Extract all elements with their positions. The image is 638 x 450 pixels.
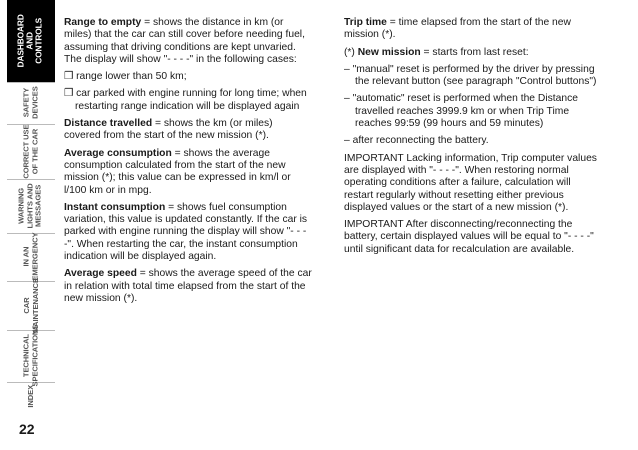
sidebar-tab-technical-specifications[interactable] bbox=[7, 325, 55, 387]
range-to-empty-term: Range to empty bbox=[64, 17, 142, 28]
instant-consumption-term: Instant consumption bbox=[64, 201, 166, 213]
reset-item: – "manual" reset is performed by the driver by pressing the relevant button (see paragraph "Control buttons") bbox=[344, 63, 597, 88]
sidebar-tab-label: DASHBOARD AND CONTROLS bbox=[16, 14, 45, 68]
sidebar-tab-dashboard-and-controls[interactable] bbox=[7, 0, 55, 83]
trip-time-paragraph bbox=[344, 17, 600, 42]
reset-item: – after reconnecting the battery. bbox=[344, 135, 489, 147]
section-sidebar bbox=[7, 0, 55, 410]
sidebar-tab-label: IN AN EMERGENCY bbox=[21, 232, 40, 282]
average-speed-text: = shows the average speed of the car in relation with total time elapsed from the start of the new mission (*). bbox=[64, 268, 312, 304]
new-mission-prefix: (*) bbox=[344, 46, 358, 58]
distance-travelled-paragraph bbox=[64, 118, 312, 143]
sidebar-tab-in-an-emergency[interactable] bbox=[7, 233, 55, 282]
average-consumption-paragraph bbox=[64, 148, 312, 197]
average-speed-term: Average speed bbox=[64, 268, 137, 280]
range-case-item: ❒ car parked with engine running for long time; when restarting range indication will be displayed again bbox=[64, 88, 307, 112]
sidebar-tab-label: TECHNICAL SPECIFICATIONS bbox=[21, 325, 39, 387]
sidebar-tab-label: WARNING LIGHTS AND MESSAGES bbox=[17, 183, 44, 229]
sidebar-tab-label: SAFETY DEVICES bbox=[21, 86, 39, 120]
sidebar-tab-index[interactable] bbox=[7, 382, 55, 410]
left-column bbox=[64, 17, 312, 310]
range-to-empty-paragraph bbox=[64, 17, 312, 66]
trip-time-term: Trip time bbox=[344, 17, 387, 28]
new-mission-paragraph bbox=[344, 47, 600, 59]
distance-travelled-text: = shows the km (or miles) covered from the start of the new mission (*). bbox=[64, 118, 273, 142]
range-case-item: ❒ range lower than 50 km; bbox=[64, 71, 187, 83]
range-to-empty-text: = shows the distance in km (or miles) that the car can still cover before needing fuel, assuming that driving conditions are kept unvaried. The display will show "- - - -" in the following cases: bbox=[64, 17, 305, 65]
new-mission-text: = starts from last reset: bbox=[420, 46, 529, 58]
reset-item: – "automatic" reset is performed when the Distance travelled reaches 3999.9 km or when Trip Time reaches 99:59 (99 hours and 59 minutes) bbox=[344, 93, 578, 130]
sidebar-tab-safety-devices[interactable] bbox=[7, 82, 55, 125]
new-mission-term: New mission bbox=[357, 46, 421, 58]
average-consumption-text: = shows the average consumption calculated from the start of the new mission (*); this value can be expressed in km/l or l/100 km or in mpg. bbox=[64, 147, 291, 196]
instant-consumption-paragraph bbox=[64, 202, 312, 263]
page-number: 22 bbox=[19, 421, 35, 437]
important-note: IMPORTANT Lacking information, Trip computer values are displayed with "- - - -". When restoring normal operating conditions after a failure, calculation will restart regularly without resetting either previous displayed values or the start of a new mission (*). bbox=[344, 152, 597, 213]
average-consumption-term: Average consumption bbox=[64, 147, 172, 159]
average-speed-paragraph bbox=[64, 268, 312, 305]
sidebar-tab-label: INDEX bbox=[25, 384, 35, 408]
sidebar-tab-label: CAR MAINTENANCE bbox=[21, 277, 40, 334]
right-column bbox=[344, 17, 600, 261]
instant-consumption-text: = shows fuel consumption variation, this value is updated constantly. If the car is parked with engine running the display will show "- - - -". When restarting the car, the instant consumption indication will be displayed again. bbox=[64, 201, 308, 263]
trip-time-text: = time elapsed from the start of the new mission (*). bbox=[344, 17, 571, 41]
important-note: IMPORTANT After disconnecting/reconnecting the battery, certain displayed values will be equal to "- - - -" until significant data for recalculation are available. bbox=[344, 219, 594, 255]
sidebar-tab-label: CORRECT USE OF THE CAR bbox=[21, 124, 40, 179]
sidebar-tab-correct-use[interactable] bbox=[7, 124, 55, 180]
sidebar-tab-warning-lights[interactable] bbox=[7, 179, 55, 234]
distance-travelled-term: Distance travelled bbox=[64, 118, 153, 130]
